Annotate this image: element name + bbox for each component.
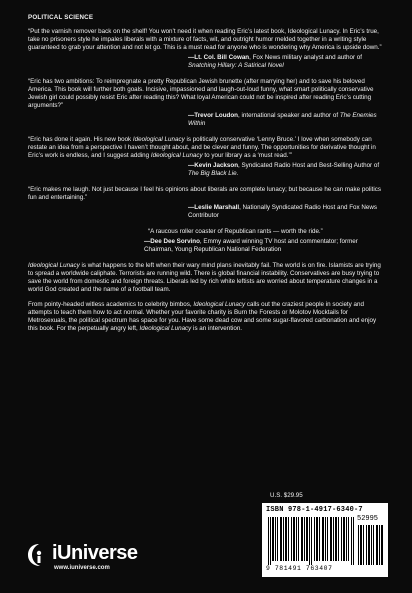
- publisher-name: iUniverse: [52, 542, 138, 564]
- barcode-addon-bars: [358, 525, 384, 565]
- description-paragraph-1: [28, 262, 384, 294]
- blurb-attribution-4: [28, 204, 384, 220]
- blurb-quote-3: [28, 136, 384, 160]
- description-2-part-c: is an intervention.: [191, 325, 243, 332]
- category-label: POLITICAL SCIENCE: [28, 14, 94, 21]
- blurb-3-part-c: to your library as a ‘must read.’”: [202, 152, 292, 159]
- blurb-role-4: , Nationally Syndicated Radio Host and Fox News Contributor: [188, 204, 377, 219]
- price-addon-number: 52995: [357, 515, 379, 523]
- blurb-author-2: —Trevor Loudon: [188, 112, 238, 119]
- blurb-attribution-3: [28, 162, 384, 178]
- blurb-role-5: , Emmy award winning TV host and commentator; former Chairman, Young Republican National Federation: [144, 238, 358, 253]
- blurb-author-5: —Dee Dee Sorvino: [144, 238, 200, 245]
- price-label: U.S. $29.95: [270, 492, 303, 499]
- blurb-attribution-1: [28, 54, 384, 70]
- blurb-3-part-a: “Eric has done it again. His new book: [28, 136, 133, 143]
- description-1-title: Ideological Lunacy: [28, 262, 80, 269]
- blurb-quote-4: “Eric makes me laugh. Not just because I feel his opinions about liberals are complete lunacy; but because he can make politics fun and entertaining.”: [28, 186, 381, 201]
- blurb-work-2: The Enemies Within: [188, 112, 377, 127]
- isbn-text: ISBN 978-1-4917-6340-7: [266, 506, 363, 514]
- barcode-panel: [262, 503, 388, 577]
- blurb-attribution-5: [28, 238, 384, 254]
- description-2-part-a: From pointy-headed witless academics to celebrity bimbos,: [28, 301, 194, 308]
- blurb-3-title-a: Ideological Lunacy: [132, 136, 185, 143]
- blurb-author-3: —Kevin Jackson: [188, 162, 239, 169]
- blurb-quote-1: “Put the varnish remover back on the shelf! You won’t need it when reading Eric’s latest book, Ideological Lunacy. In Eric’s true, take no prisoners style he impales liberals with a mixture of facts, wit, and outright humor melded together in a writing style guaranteed to grab your attention and not let go. This is a must read for anyone who is wondering why America is upside down.”: [28, 28, 382, 51]
- blurb-role-2: , international speaker and author of: [238, 112, 340, 119]
- blurb-3-title-b: Ideological Lunacy: [150, 152, 203, 159]
- blurb-work-3: The Big Black Lie.: [188, 170, 239, 177]
- iuniverse-swirl-icon: [26, 542, 52, 568]
- blurb-role-3: , Syndicated Radio Host and Best-Selling Author of: [238, 162, 380, 169]
- blurb-author-4: —Leslie Marshall: [188, 204, 240, 211]
- blurb-author-1: —Lt. Col. Bill Cowan: [188, 54, 250, 61]
- blurb-work-1: Snatching Hillary: A Satirical Novel: [188, 62, 284, 69]
- description-paragraph-2: [28, 301, 384, 333]
- blurb-attribution-2: [28, 112, 384, 128]
- barcode-main-bars: [268, 517, 354, 565]
- description-2-part-b: calls out the craziest people in society and attempts to teach them how to act normal. Whether your favorite charity is Burn the Forests or Molotov Mocktails for Metrosexuals, the political spectrum has space for you. Have some dead cow and some sugar-flavored carbonation and enjoy this book. For the perpetually angry left,: [28, 301, 377, 332]
- blurb-3-part-b: is politically conservative ‘Lenny Bruce.’ I love when somebody can restate an idea from a perspective I haven’t thought about, and be clever and funny. The opportunities for derivative thought in Eric’s work is endless, and I suggest adding: [28, 136, 376, 159]
- blurb-quote-5: “A raucous roller coaster of Republican rants — worth the ride.”: [148, 228, 323, 235]
- barcode-digits: 9 781491 763407: [266, 565, 333, 572]
- description-2-title-b: Ideological Lunacy: [139, 325, 192, 332]
- blurb-quote-2: “Eric has two ambitions: To reimpregnate a pretty Republican Jewish brunette (after marrying her) and to save his beloved America. This book will further both goals. Incisive, impassioned and laugh-out-loud funny, what smart politically conservative Jewish girl could possibly resist Eric after reading this? What loyal American could not be inspired after reading Eric’s cutting arguments?”: [28, 78, 374, 109]
- blurb-role-1: , Fox News military analyst and author of: [249, 54, 363, 61]
- description-2-title-a: Ideological Lunacy: [193, 301, 246, 308]
- publisher-url: www.iuniverse.com: [54, 565, 110, 571]
- description-1-text: is what happens to the left when their wary mind plans inevitably fail. The world is on fire. Islamists are trying to spread a worldwide caliphate. Terrorists are running wild. There is global financial instability. Conservatives are busy trying to save the world from domestic and foreign threats. Liberals led by rich white leftists are worried about temperature changes in a world God created and the name of a football team.: [28, 262, 381, 293]
